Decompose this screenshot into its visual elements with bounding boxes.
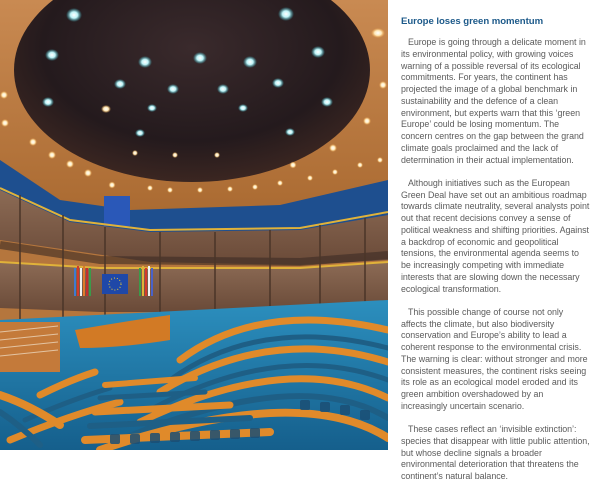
eu-flag [102,274,128,294]
article-paragraph-2: Although initiatives such as the European Green Deal have set out an ambitious roadmap towards climate neutrality, several analysts point out that recent decisions convey a sense of political weakness and shifting priorities. Against a backdrop of economic and geopolitical tensions, the environmental agenda seems to be increasingly competing with immediate interests that are slowing down the necessary ecological transformation. [401,177,590,294]
article-paragraph-4: These cases reflect an ‘invisible extinction’: species that disappear with little public attention, but whose decline signals a broader environmental deterioration that threatens the continent’s natural balance. [401,424,590,481]
article-title: Europe loses green momentum [401,16,544,27]
article-paragraph-3: This possible change of course not only affects the climate, but also biodiversity conservation and Europe’s ability to lead a coherent response to the environmental crisis. The warning is clear: without stronger and more consistent measures, the continent risks seeing its role as an ecological model eroded and its green ambition overshadowed by an increasingly uncertain scenario. [401,306,588,411]
article-paragraph-1: Europe is going through a delicate moment in its environmental policy, with growing voices warning of a possible reversal of its ecological commitments. For years, the continent has projected the image of a global benchmark in sustainability and the defence of a clean environment, but experts warn that this ‘green Europe’ could be losing momentum. The concern centres on the gap between the grand climate goals proclaimed and the lack of determination in their actual implementation. [401,37,586,165]
article [401,16,591,494]
